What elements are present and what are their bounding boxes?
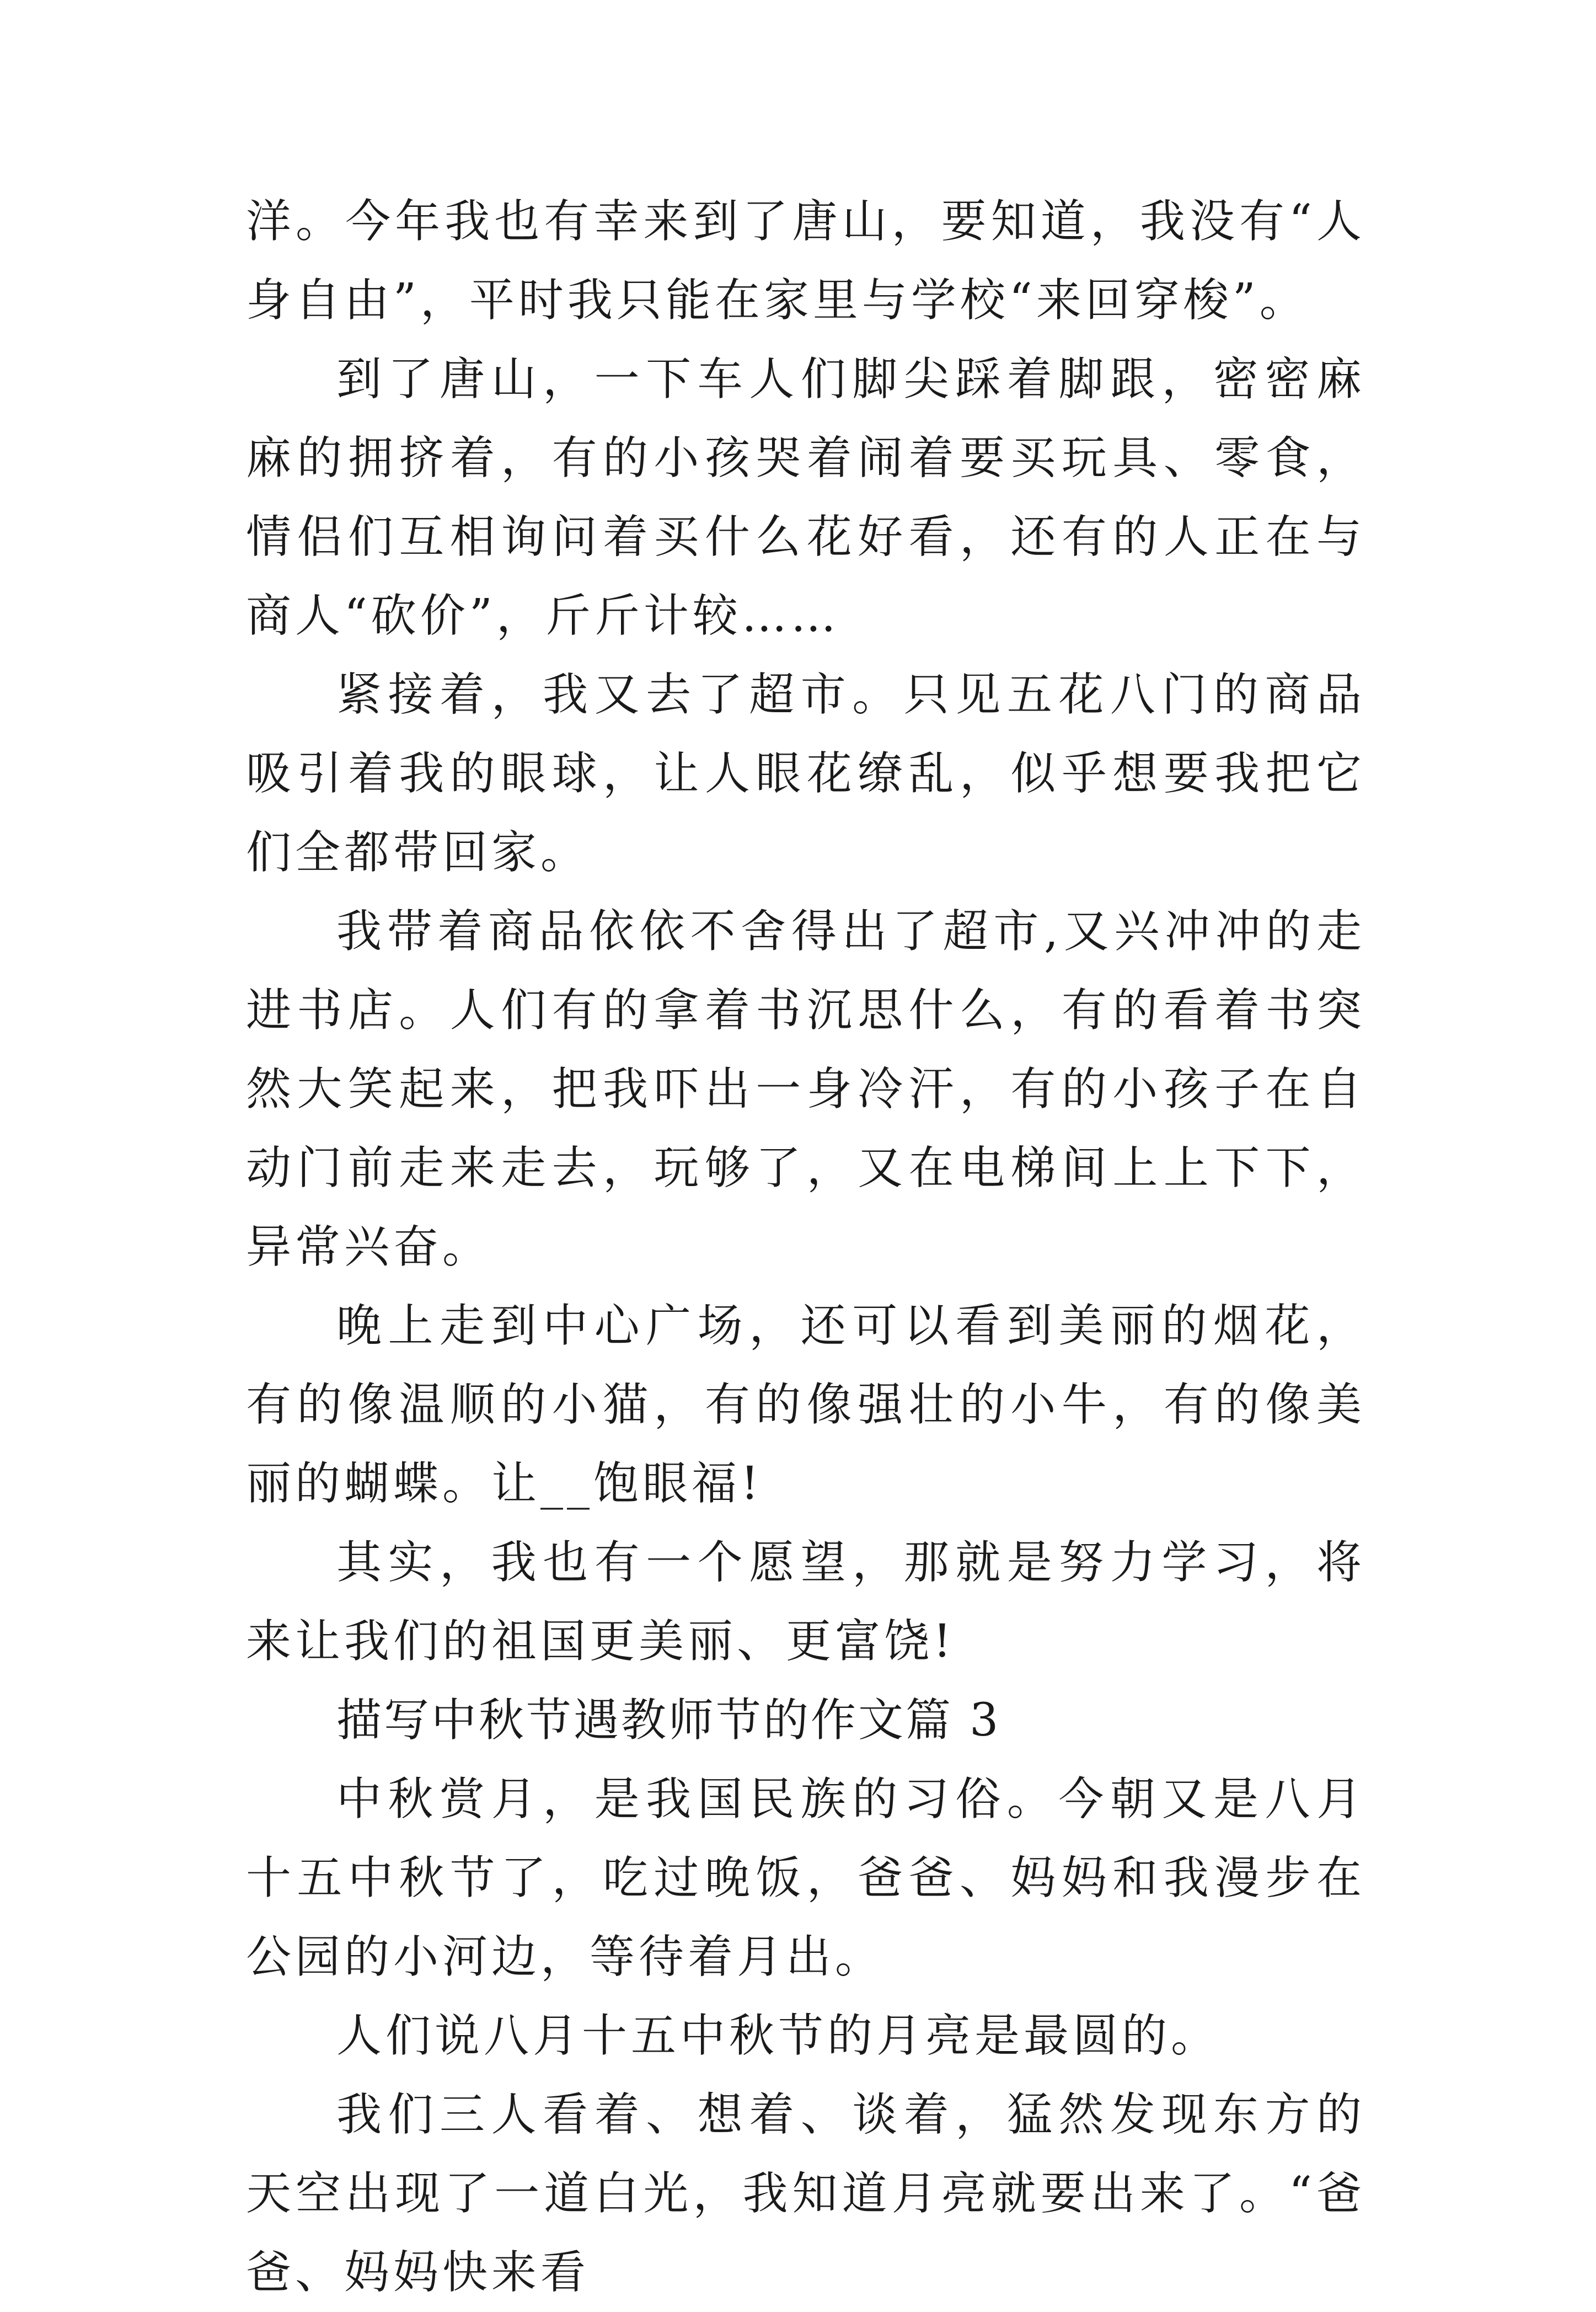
paragraph-9: 我们三人看着、想着、谈着，猛然发现东方的天空出现了一道白光，我知道月亮就要出来了。“爸爸、妈妈快来看 — [246, 2089, 1365, 2299]
paragraph-6: 其实，我也有一个愿望，那就是努力学习，将来让我们的祖国更美丽、更富饶! — [246, 1536, 1365, 1668]
article-body — [246, 182, 1365, 2312]
paragraph-2: 到了唐山，一下车人们脚尖踩着脚跟，密密麻麻的拥挤着，有的小孩哭着闹着要买玩具、零食，情侣们互相询问着买什么花好看，还有的人正在与商人“砍价”，斤斤计较…… — [246, 353, 1365, 642]
section-heading: 描写中秋节遇教师节的作文篇 3 — [336, 1694, 1001, 1747]
paragraph-8: 人们说八月十五中秋节的月亮是最圆的。 — [336, 2010, 1220, 2062]
paragraph-7: 中秋赏月，是我国民族的习俗。今朝又是八月十五中秋节了，吃过晚饭，爸爸、妈妈和我漫步在公园的小河边，等待着月出。 — [246, 1773, 1365, 1983]
paragraph-5: 晚上走到中心广场，还可以看到美丽的烟花，有的像温顺的小猫，有的像强壮的小牛，有的像美丽的蝴蝶。让__饱眼福! — [246, 1300, 1365, 1510]
paragraph-4: 我带着商品依依不舍得出了超市,又兴冲冲的走进书店。人们有的拿着书沉思什么，有的看着书突然大笑起来，把我吓出一身冷汗，有的小孩子在自动门前走来走去，玩够了，又在电梯间上上下下，异常兴奋。 — [246, 905, 1365, 1273]
paragraph-3: 紧接着，我又去了超市。只见五花八门的商品吸引着我的眼球，让人眼花缭乱，似乎想要我把它们全都带回家。 — [246, 669, 1365, 879]
paragraph-1: 洋。今年我也有幸来到了唐山，要知道，我没有“人身自由”，平时我只能在家里与学校“来回穿梭”。 — [246, 195, 1365, 327]
